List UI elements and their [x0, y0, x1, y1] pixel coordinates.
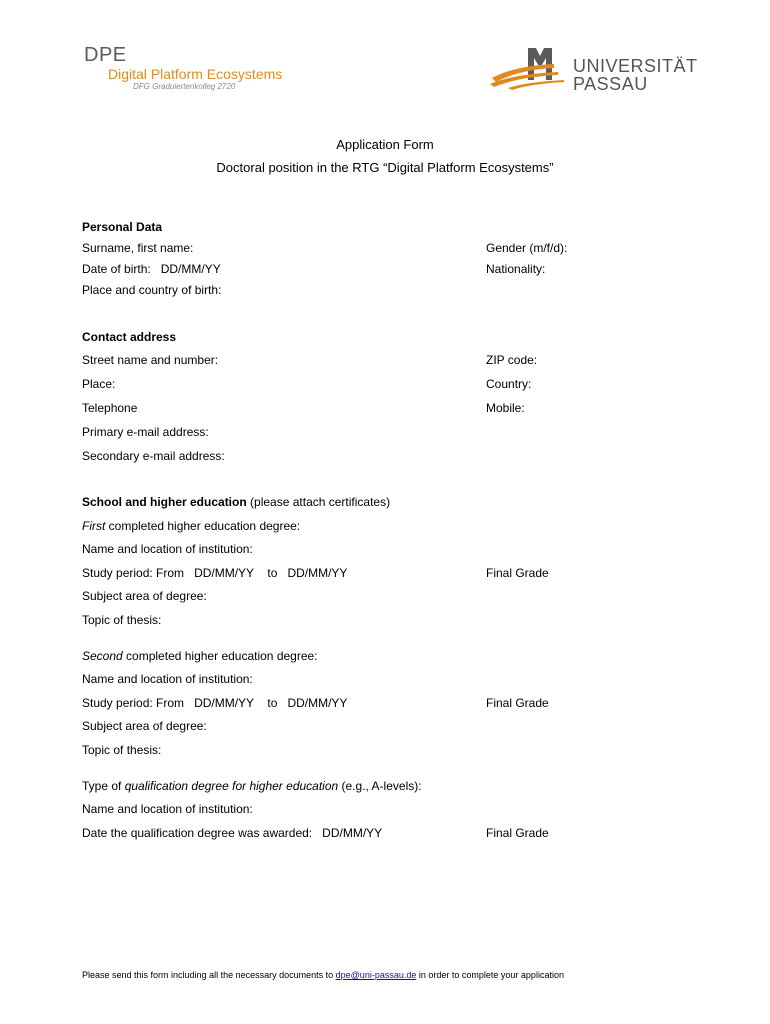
gender-label: Gender (m/f/d):	[486, 241, 568, 255]
second-institution-label: Name and location of institution:	[82, 672, 253, 686]
footer-note	[82, 970, 564, 980]
study-from-date: DD/MM/YY	[194, 566, 255, 580]
first-institution-label: Name and location of institution:	[82, 542, 253, 556]
dpe-logo-subtitle: Digital Platform Ecosystems	[108, 66, 283, 82]
street-label: Street name and number:	[82, 353, 219, 367]
qualification-date-label: Date the qualification degree was awarded:	[82, 826, 313, 840]
first-subject-label: Subject area of degree:	[82, 589, 207, 603]
qualification-em: qualification degree for higher education	[124, 779, 339, 793]
university-logo-line2: PASSAU	[573, 74, 648, 94]
second-subject-label: Subject area of degree:	[82, 719, 207, 733]
place-label: Place:	[82, 377, 116, 391]
dob-label: Date of birth:	[82, 262, 151, 276]
dob-row	[82, 262, 221, 276]
university-passau-logo-icon	[488, 44, 574, 90]
education-heading-note: (please attach certificates)	[250, 495, 391, 509]
personal-data-heading: Personal Data	[82, 220, 163, 234]
zip-label: ZIP code:	[486, 353, 538, 367]
qualification-date-value: DD/MM/YY	[322, 826, 383, 840]
qualification-final-grade-label: Final Grade	[486, 826, 549, 840]
university-logo-line1: UNIVERSITÄT	[573, 56, 698, 76]
surname-label: Surname, first name:	[82, 241, 194, 255]
secondary-email-label: Secondary e-mail address:	[82, 449, 225, 463]
telephone-label: Telephone	[82, 401, 138, 415]
qualification-post: (e.g., A-levels):	[341, 779, 422, 793]
place-of-birth-label: Place and country of birth:	[82, 283, 222, 297]
second-degree-heading	[82, 649, 318, 663]
primary-email-label: Primary e-mail address:	[82, 425, 209, 439]
footer-post: in order to complete your application	[418, 970, 564, 980]
first-degree-rest: completed higher education degree:	[108, 519, 301, 533]
dpe-logo-title: DPE	[84, 44, 127, 66]
mobile-label: Mobile:	[486, 401, 525, 415]
study-to-date: DD/MM/YY	[287, 566, 348, 580]
form-subtitle: Doctoral position in the RTG “Digital Platform Ecosystems”	[216, 160, 554, 175]
education-heading	[82, 495, 390, 509]
second-study-period-row	[82, 696, 347, 710]
study-from-date: DD/MM/YY	[194, 696, 255, 710]
university-logo-text	[573, 57, 698, 93]
study-from-label: Study period: From	[82, 566, 185, 580]
first-topic-label: Topic of thesis:	[82, 613, 162, 627]
study-to-date: DD/MM/YY	[287, 696, 348, 710]
first-degree-em: First	[82, 519, 106, 533]
nationality-label: Nationality:	[486, 262, 546, 276]
qualification-pre: Type of	[82, 779, 122, 793]
study-from-label: Study period: From	[82, 696, 185, 710]
study-to-label: to	[267, 696, 278, 710]
qualification-institution-label: Name and location of institution:	[82, 802, 253, 816]
dpe-logo-grad: DFG Graduiertenkolleg 2720	[133, 82, 236, 91]
country-label: Country:	[486, 377, 532, 391]
contact-heading: Contact address	[82, 330, 177, 344]
footer-email-link[interactable]: dpe@uni-passau.de	[335, 970, 417, 980]
second-topic-label: Topic of thesis:	[82, 743, 162, 757]
dob-value: DD/MM/YY	[160, 262, 221, 276]
form-title: Application Form	[336, 137, 434, 152]
qualification-date-row	[82, 826, 382, 840]
first-degree-heading	[82, 519, 300, 533]
study-to-label: to	[267, 566, 278, 580]
qualification-heading	[82, 779, 422, 793]
first-study-period-row	[82, 566, 347, 580]
education-heading-text: School and higher education	[82, 495, 247, 509]
second-final-grade-label: Final Grade	[486, 696, 549, 710]
second-degree-em: Second	[82, 649, 123, 663]
second-degree-rest: completed higher education degree:	[126, 649, 318, 663]
first-final-grade-label: Final Grade	[486, 566, 549, 580]
footer-pre: Please send this form including all the necessary documents to	[82, 970, 334, 980]
